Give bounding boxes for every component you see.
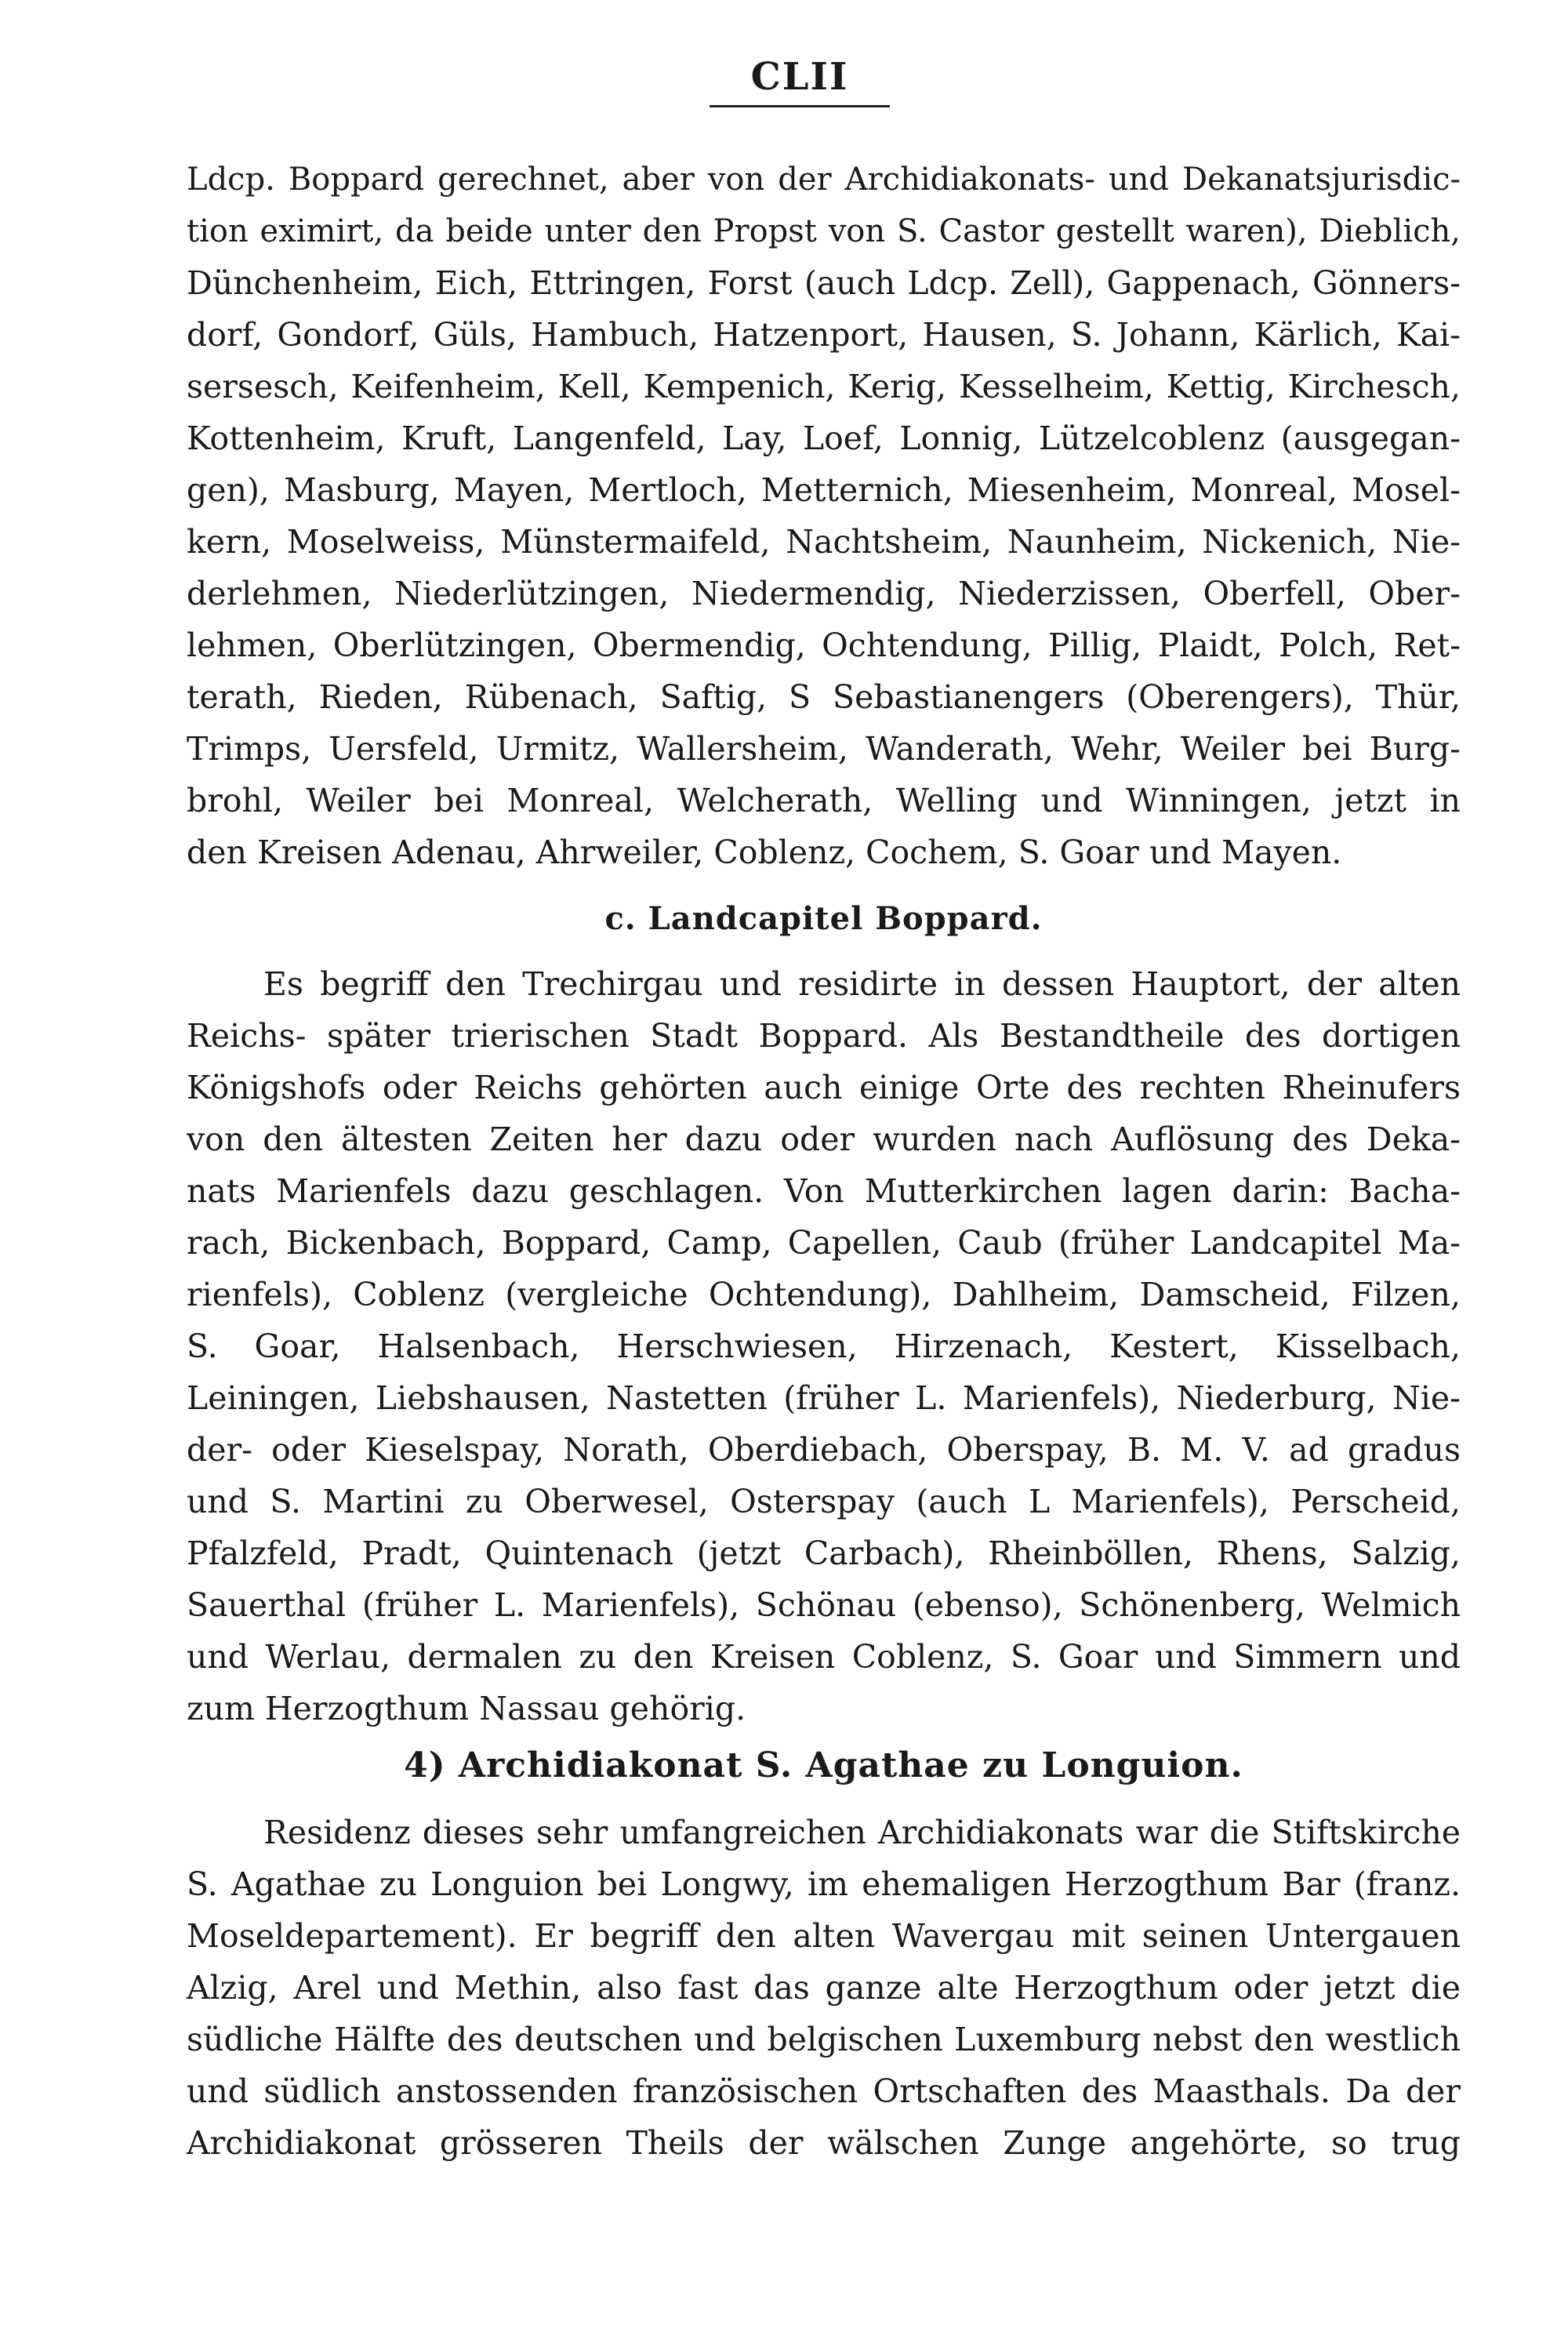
text-line: südliche Hälfte des deutschen und belgischen Luxemburg nebst den westlich — [187, 2021, 1461, 2058]
section-heading-landcapitel-boppard: c. Landcapitel Boppard. — [604, 900, 1043, 937]
text-line: rienfels), Coblenz (vergleiche Ochtendung), Dahlheim, Damscheid, Filzen, — [187, 1276, 1461, 1313]
text-line: Es begriff den Trechirgau und residirte in dessen Hauptort, der alten — [263, 965, 1461, 1003]
text-line: und Werlau, dermalen zu den Kreisen Coblenz, S. Goar und Simmern und — [187, 1638, 1461, 1676]
text-line: dorf, Gondorf, Güls, Hambuch, Hatzenport, Hausen, S. Johann, Kärlich, Kai- — [187, 316, 1461, 354]
text-line: Reichs- später trierischen Stadt Boppard. Als Bestandtheile des dortigen — [187, 1017, 1461, 1055]
text-line: von den ältesten Zeiten her dazu oder wurden nach Auflösung des Deka- — [187, 1121, 1461, 1158]
text-line: und S. Martini zu Oberwesel, Osterspay (auch L Marienfels), Perscheid, — [187, 1483, 1461, 1520]
text-line: zum Herzogthum Nassau gehörig. — [187, 1690, 746, 1727]
text-line: Sauerthal (früher L. Marienfels), Schönau (ebenso), Schönenberg, Welmich — [187, 1586, 1461, 1624]
text-line: der- oder Kieselspay, Norath, Oberdiebach, Oberspay, B. M. V. ad gradus — [187, 1431, 1461, 1469]
text-line: Archidiakonat grösseren Theils der wälschen Zunge angehörte, so trug — [187, 2124, 1461, 2162]
text-line: Königshofs oder Reichs gehörten auch einige Orte des rechten Rheinufers — [187, 1069, 1461, 1106]
text-line: Dünchenheim, Eich, Ettringen, Forst (auch Ldcp. Zell), Gappenach, Gönners- — [187, 264, 1461, 302]
text-line: S. Agathae zu Longuion bei Longwy, im ehemaligen Herzogthum Bar (franz. — [187, 1865, 1461, 1903]
text-line: derlehmen, Niederlützingen, Niedermendig, Niederzissen, Oberfell, Ober- — [187, 575, 1461, 612]
text-line: nats Marienfels dazu geschlagen. Von Mutterkirchen lagen darin: Bacha- — [187, 1172, 1461, 1210]
section-heading-archidiakonat-agathae: 4) Archidiakonat S. Agathae zu Longuion. — [404, 1745, 1243, 1785]
text-line: Moseldepartement). Er begriff den alten Wavergau mit seinen Untergauen — [187, 1917, 1461, 1955]
text-line: tion eximirt, da beide unter den Propst von S. Castor gestellt waren), Dieblich, — [187, 213, 1461, 249]
text-line: Pfalzfeld, Pradt, Quintenach (jetzt Carbach), Rheinböllen, Rhens, Salzig, — [187, 1535, 1461, 1572]
header-rule — [710, 105, 890, 107]
text-line: lehmen, Oberlützingen, Obermendig, Ochtendung, Pillig, Plaidt, Polch, Ret- — [187, 627, 1461, 664]
text-line: brohl, Weiler bei Monreal, Welcherath, Welling und Winningen, jetzt in — [187, 782, 1461, 819]
text-line: Alzig, Arel und Methin, also fast das ganze alte Herzogthum oder jetzt die — [187, 1969, 1461, 2007]
text-line: Ldcp. Boppard gerechnet, aber von der Archidiakonats- und Dekanatsjurisdic- — [187, 162, 1461, 198]
text-line: sersesch, Keifenheim, Kell, Kempenich, Kerig, Kesselheim, Kettig, Kirchesch, — [187, 368, 1461, 405]
text-line: Trimps, Uersfeld, Urmitz, Wallersheim, Wanderath, Wehr, Weiler bei Burg- — [187, 730, 1461, 768]
text-line: S. Goar, Halsenbach, Herschwiesen, Hirzenach, Kestert, Kisselbach, — [187, 1328, 1461, 1365]
text-line: Residenz dieses sehr umfangreichen Archidiakonats war die Stiftskirche — [263, 1814, 1461, 1851]
text-line: rach, Bickenbach, Boppard, Camp, Capellen, Caub (früher Landcapitel Ma- — [187, 1224, 1461, 1262]
text-line: terath, Rieden, Rübenach, Saftig, S Sebastianengers (Oberengers), Thür, — [187, 678, 1461, 716]
text-line: gen), Masburg, Mayen, Mertloch, Metternich, Miesenheim, Monreal, Mosel- — [187, 471, 1461, 509]
text-line: den Kreisen Adenau, Ahrweiler, Coblenz, Cochem, S. Goar und Mayen. — [187, 834, 1342, 871]
text-line: Kottenheim, Kruft, Langenfeld, Lay, Loef, Lonnig, Lützelcoblenz (ausgegan- — [187, 420, 1461, 457]
paragraph-dekanat-list — [187, 154, 1461, 878]
text-line: Leiningen, Liebshausen, Nastetten (früher L. Marienfels), Niederburg, Nie- — [187, 1379, 1461, 1417]
page-number: CLII — [750, 55, 849, 99]
text-line: und südlich anstossenden französischen Ortschaften des Maasthals. Da der — [187, 2072, 1461, 2110]
paragraph-landcapitel-boppard — [187, 958, 1461, 1734]
paragraph-archidiakonat-agathae — [187, 1807, 1461, 2169]
text-line: kern, Moselweiss, Münstermaifeld, Nachtsheim, Naunheim, Nickenich, Nie- — [187, 523, 1461, 561]
